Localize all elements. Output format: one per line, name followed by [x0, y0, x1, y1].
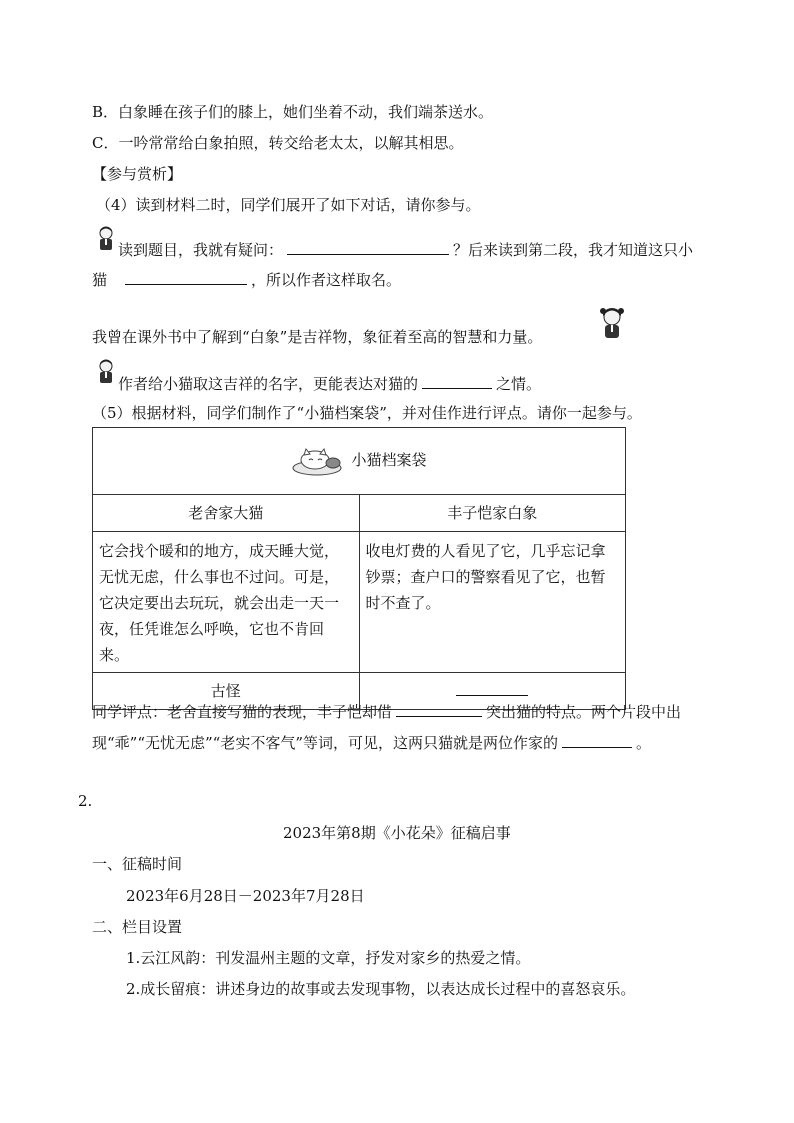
question-number: 2. — [78, 792, 93, 810]
girl-avatar-icon — [598, 304, 626, 340]
q4-intro: （4）读到材料二时，同学们展开了如下对话，请你参与。 — [96, 196, 481, 214]
laoshe-cat-excerpt: 它会找个暖和的地方，成天睡大觉，无忧无虑，什么事也不过问。可是，它决定要出去玩玩，就会出走一天一夜，任凭谁怎么呼唤，它也不肯回来。 — [93, 532, 360, 673]
baixiang-excerpt: 收电灯费的人看见了它，几乎忘记拿钞票；查户口的警察看见了它，也暂时不查了。 — [359, 532, 626, 673]
boy-avatar-icon — [96, 358, 116, 384]
cat-in-bowl-icon — [291, 446, 343, 476]
col-fengzikai-baixiang: 丰子恺家白象 — [359, 495, 626, 532]
comment-text-a: 同学评点：老舍直接写猫的表现，丰子恺却借 — [92, 703, 393, 721]
answer-blank-feeling[interactable] — [422, 372, 492, 389]
girl-statement: 我曾在课外书中了解到“白象”是吉祥物，象征着至高的智慧和力量。 — [92, 328, 543, 346]
archive-title: 小猫档案袋 — [351, 451, 427, 469]
q4-boy-line1 — [118, 238, 693, 261]
cat-archive-table — [92, 427, 626, 710]
col-laoshe-cat: 老舍家大猫 — [93, 495, 360, 532]
notice-item-2: 2.成长留痕：讲述身边的故事或去发现事物，以表达成长过程中的喜怒哀乐。 — [126, 980, 636, 998]
boy-question-text: 读到题目，我就有疑问： — [118, 241, 284, 259]
boy2-text-end: 之情。 — [496, 375, 542, 393]
notice-item-1: 1.云江风韵：刊发温州主题的文章，抒发对家乡的热爱之情。 — [126, 949, 531, 967]
q4-boy2-line — [118, 372, 541, 395]
archive-title-cell — [93, 428, 626, 495]
boy2-text: 作者给小猫取这吉祥的名字，更能表达对猫的 — [118, 375, 419, 393]
boy-line2-start: 猫 — [92, 271, 108, 289]
boy-question-text-cont: ？后来读到第二段，我才知道这只小 — [453, 241, 694, 259]
option-b: B．白象睡在孩子们的膝上，她们坐着不动，我们端茶送水。 — [92, 103, 494, 121]
section-heading: 【参与赏析】 — [92, 165, 183, 183]
answer-blank-writer[interactable] — [562, 731, 632, 748]
laoshe-cat-trait: 古怪 — [93, 673, 360, 710]
q5-intro: （5）根据材料，同学们制作了“小猫档案袋”，并对佳作进行评点。请你一起参与。 — [92, 404, 642, 422]
comment-text-d: 。 — [636, 734, 652, 752]
comment-text-c: 现“乖”“无忧无虑”“老实不客气”等词，可见，这两只猫就是两位作家的 — [92, 734, 559, 752]
answer-blank-trait[interactable] — [456, 679, 528, 696]
q4-boy-line2 — [92, 268, 401, 291]
comment-text-b: 突出猫的特点。两个片段中出 — [486, 703, 682, 721]
answer-blank-method[interactable] — [396, 700, 482, 717]
notice-heading-time: 一、征稿时间 — [92, 855, 183, 873]
comment-line2 — [92, 731, 651, 754]
answer-blank-question[interactable] — [287, 238, 449, 255]
notice-heading-columns: 二、栏目设置 — [92, 918, 183, 936]
boy-avatar-icon — [96, 225, 116, 251]
answer-blank-cat[interactable] — [125, 268, 247, 285]
comment-line1 — [92, 700, 681, 723]
option-c: C．一吟常常给白象拍照，转交给老太太，以解其相思。 — [92, 134, 464, 152]
notice-title: 2023年第8期《小花朵》征稿启事 — [283, 824, 511, 842]
boy-line2-end: ，所以作者这样取名。 — [251, 271, 402, 289]
notice-time: 2023年6月28日－2023年7月28日 — [126, 887, 365, 905]
